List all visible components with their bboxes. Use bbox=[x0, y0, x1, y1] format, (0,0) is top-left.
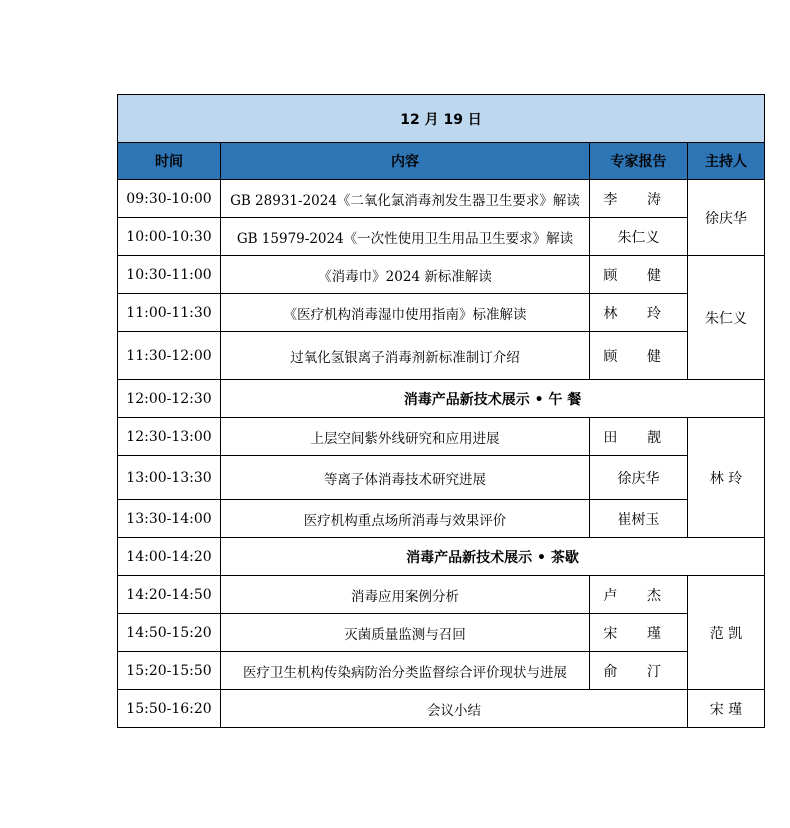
table-row bbox=[118, 332, 765, 380]
content-cell: 上层空间紫外线研究和应用进展 bbox=[221, 418, 590, 456]
header-time: 时间 bbox=[118, 143, 221, 180]
table-row bbox=[118, 294, 765, 332]
time-cell: 15:50-16:20 bbox=[118, 690, 221, 728]
content-cell: 会议小结 bbox=[221, 690, 688, 728]
table-row bbox=[118, 652, 765, 690]
break-row bbox=[118, 538, 765, 576]
expert-cell: 俞 汀 bbox=[590, 652, 688, 690]
content-cell: 《医疗机构消毒湿巾使用指南》标准解读 bbox=[221, 294, 590, 332]
host-cell: 朱仁义 bbox=[688, 256, 765, 380]
table-row bbox=[118, 256, 765, 294]
time-cell: 09:30-10:00 bbox=[118, 180, 221, 218]
schedule-table bbox=[117, 94, 765, 728]
content-cell: GB 15979-2024《一次性使用卫生用品卫生要求》解读 bbox=[221, 218, 590, 256]
time-cell: 13:30-14:00 bbox=[118, 500, 221, 538]
date-row bbox=[118, 95, 765, 143]
host-cell: 林 玲 bbox=[688, 418, 765, 538]
expert-cell: 田 靓 bbox=[590, 418, 688, 456]
header-row bbox=[118, 143, 765, 180]
time-cell: 14:50-15:20 bbox=[118, 614, 221, 652]
expert-cell: 朱仁义 bbox=[590, 218, 688, 256]
time-cell: 14:00-14:20 bbox=[118, 538, 221, 576]
time-cell: 10:30-11:00 bbox=[118, 256, 221, 294]
header-content: 内容 bbox=[221, 143, 590, 180]
expert-cell: 顾 健 bbox=[590, 332, 688, 380]
time-cell: 12:30-13:00 bbox=[118, 418, 221, 456]
expert-cell: 卢 杰 bbox=[590, 576, 688, 614]
expert-cell: 李 涛 bbox=[590, 180, 688, 218]
table-row bbox=[118, 690, 765, 728]
host-cell: 范 凯 bbox=[688, 576, 765, 690]
content-cell: 等离子体消毒技术研究进展 bbox=[221, 456, 590, 500]
time-cell: 11:00-11:30 bbox=[118, 294, 221, 332]
expert-cell: 顾 健 bbox=[590, 256, 688, 294]
expert-cell: 徐庆华 bbox=[590, 456, 688, 500]
host-cell: 宋 瑾 bbox=[688, 690, 765, 728]
content-cell: 医疗机构重点场所消毒与效果评价 bbox=[221, 500, 590, 538]
break-cell: 消毒产品新技术展示 • 茶歇 bbox=[221, 538, 765, 576]
time-cell: 10:00-10:30 bbox=[118, 218, 221, 256]
time-cell: 12:00-12:30 bbox=[118, 380, 221, 418]
table-row bbox=[118, 218, 765, 256]
time-cell: 14:20-14:50 bbox=[118, 576, 221, 614]
date-title: 12 月 19 日 bbox=[118, 95, 765, 143]
time-cell: 11:30-12:00 bbox=[118, 332, 221, 380]
table-row bbox=[118, 500, 765, 538]
break-row bbox=[118, 380, 765, 418]
table-row bbox=[118, 614, 765, 652]
content-cell: 过氧化氢银离子消毒剂新标准制订介绍 bbox=[221, 332, 590, 380]
table-row bbox=[118, 576, 765, 614]
content-cell: 消毒应用案例分析 bbox=[221, 576, 590, 614]
header-host: 主持人 bbox=[688, 143, 765, 180]
expert-cell: 林 玲 bbox=[590, 294, 688, 332]
content-cell: 灭菌质量监测与召回 bbox=[221, 614, 590, 652]
break-cell: 消毒产品新技术展示 • 午 餐 bbox=[221, 380, 765, 418]
host-cell: 徐庆华 bbox=[688, 180, 765, 256]
table-row bbox=[118, 456, 765, 500]
table-row bbox=[118, 418, 765, 456]
expert-cell: 崔树玉 bbox=[590, 500, 688, 538]
time-cell: 13:00-13:30 bbox=[118, 456, 221, 500]
content-cell: GB 28931-2024《二氧化氯消毒剂发生器卫生要求》解读 bbox=[221, 180, 590, 218]
header-expert: 专家报告 bbox=[590, 143, 688, 180]
content-cell: 《消毒巾》2024 新标准解读 bbox=[221, 256, 590, 294]
table-row bbox=[118, 180, 765, 218]
expert-cell: 宋 瑾 bbox=[590, 614, 688, 652]
time-cell: 15:20-15:50 bbox=[118, 652, 221, 690]
content-cell: 医疗卫生机构传染病防治分类监督综合评价现状与进展 bbox=[221, 652, 590, 690]
